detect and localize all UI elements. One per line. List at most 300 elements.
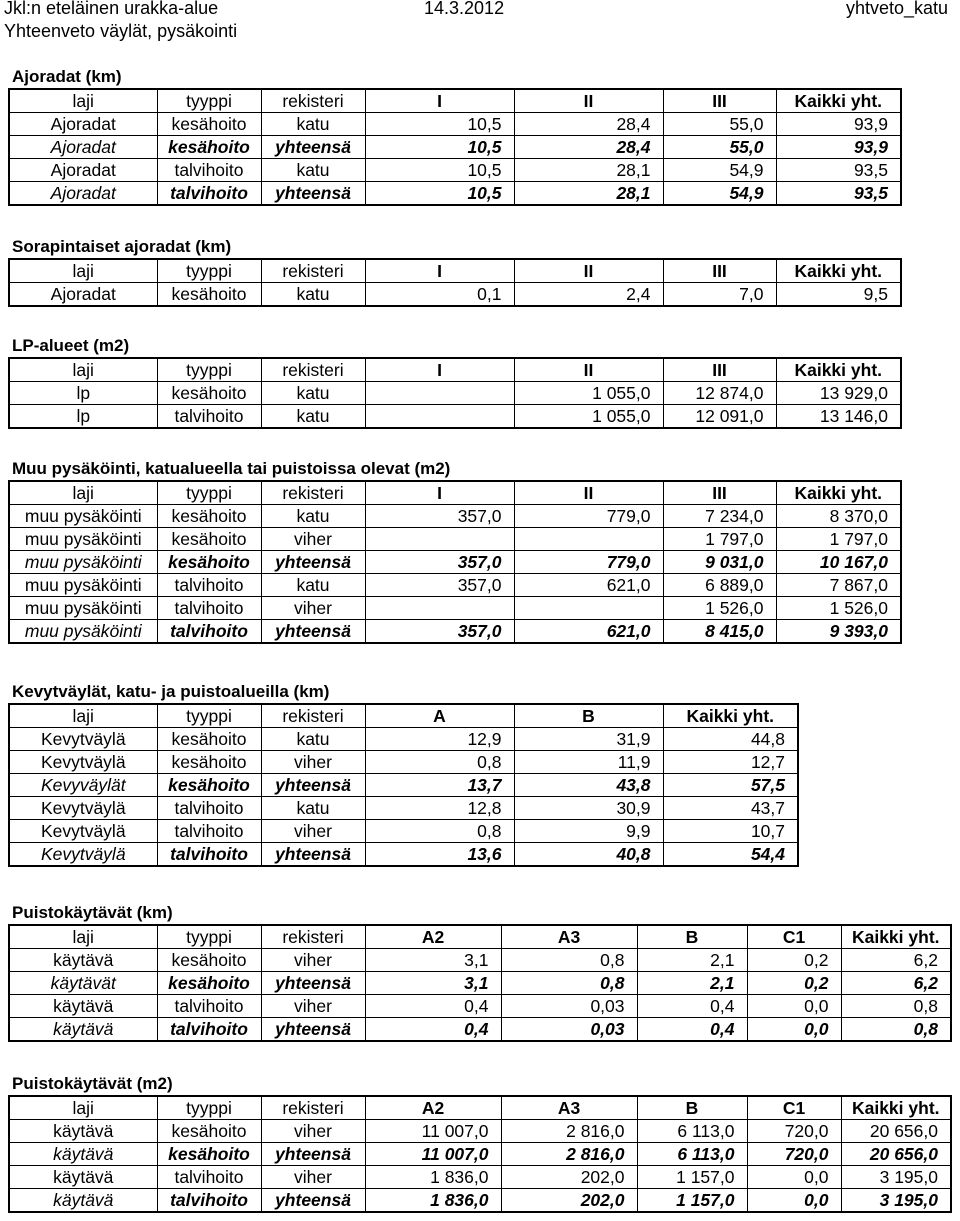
table-cell: kesähoito xyxy=(157,113,261,136)
table-cell: 93,5 xyxy=(776,182,901,206)
table-cell: 779,0 xyxy=(514,551,663,574)
table-row xyxy=(9,995,951,1018)
table-row xyxy=(9,797,798,820)
table-header-row xyxy=(9,481,901,505)
table-cell: 11 007,0 xyxy=(365,1143,501,1166)
table-cell: viher xyxy=(261,751,365,774)
table-row xyxy=(9,728,798,751)
section-4 xyxy=(8,681,799,867)
header-left-subtitle: Yhteenveto väylät, pysäkointi xyxy=(4,21,238,41)
column-header: I xyxy=(365,358,514,382)
table-cell: talvihoito xyxy=(157,405,261,429)
table-header-row xyxy=(9,925,951,949)
table-cell: 720,0 xyxy=(747,1120,841,1143)
column-header: laji xyxy=(72,261,94,281)
column-header: II xyxy=(514,259,663,283)
table-cell: talvihoito xyxy=(157,843,261,867)
header-sheet-name: yhtveto_katu xyxy=(846,0,949,18)
table-cell: 8 370,0 xyxy=(776,505,901,528)
column-header: tyyppi xyxy=(157,259,261,283)
column-header: rekisteri xyxy=(261,89,365,113)
table-cell: 0,4 xyxy=(637,1018,747,1042)
column-header: II xyxy=(514,358,663,382)
table-cell xyxy=(365,405,514,429)
column-header: I xyxy=(365,259,514,283)
table-cell: muu pysäköinti xyxy=(9,574,157,597)
table-cell: talvihoito xyxy=(157,1189,261,1213)
section-6 xyxy=(8,1073,952,1213)
table-cell: Ajoradat xyxy=(9,113,157,136)
table-cell: 28,4 xyxy=(514,136,663,159)
table-cell: katu xyxy=(261,113,365,136)
table-cell: yhteensä xyxy=(261,774,365,797)
table-cell: 9,5 xyxy=(776,283,901,307)
table-total-row xyxy=(9,843,798,867)
table-cell: 93,5 xyxy=(776,159,901,182)
table-cell: 1 836,0 xyxy=(365,1166,501,1189)
table-cell: 31,9 xyxy=(514,728,663,751)
table-total-row xyxy=(9,136,901,159)
table-cell: 1 526,0 xyxy=(663,597,776,620)
section-2 xyxy=(8,335,902,429)
table-cell: 0,03 xyxy=(501,995,637,1018)
data-table xyxy=(8,703,799,867)
table-cell: 357,0 xyxy=(365,574,514,597)
data-table xyxy=(8,924,952,1042)
table-cell: 0,8 xyxy=(501,949,637,972)
table-header-row xyxy=(9,358,901,382)
table-cell: 357,0 xyxy=(365,551,514,574)
table-total-row xyxy=(9,551,901,574)
table-cell: 357,0 xyxy=(365,620,514,644)
table-cell: 10,7 xyxy=(663,820,798,843)
table-cell: 44,8 xyxy=(663,728,798,751)
table-cell: käytävä xyxy=(9,1166,157,1189)
table-cell: yhteensä xyxy=(261,1018,365,1042)
table-row xyxy=(9,1120,951,1143)
table-header-row xyxy=(9,259,901,283)
table-cell: Kevytväylä xyxy=(9,728,157,751)
column-header: laji xyxy=(72,360,94,380)
column-header: B xyxy=(637,1096,747,1120)
table-cell: 28,4 xyxy=(514,113,663,136)
table-cell: katu xyxy=(261,728,365,751)
table-cell: 54,9 xyxy=(663,159,776,182)
table-cell: 10,5 xyxy=(365,136,514,159)
table-row xyxy=(9,1166,951,1189)
section-title: Muu pysäköinti, katualueella tai puistoissa olevat (m2) xyxy=(12,459,451,478)
table-cell: muu pysäköinti xyxy=(9,620,157,644)
table-cell: Kevytväylä xyxy=(9,751,157,774)
table-cell: 57,5 xyxy=(663,774,798,797)
table-cell: käytävä xyxy=(9,1018,157,1042)
table-total-row xyxy=(9,620,901,644)
table-cell: talvihoito xyxy=(157,1166,261,1189)
table-cell: 0,4 xyxy=(637,995,747,1018)
section-title: Puistokäytävät (m2) xyxy=(12,1074,173,1093)
table-cell: 7,0 xyxy=(663,283,776,307)
table-cell: talvihoito xyxy=(157,620,261,644)
header-left-title: Jkl:n eteläinen urakka-alue xyxy=(4,0,219,18)
column-header: rekisteri xyxy=(261,1096,365,1120)
table-cell: 12,9 xyxy=(365,728,514,751)
table-cell: käytävä xyxy=(9,1120,157,1143)
table-cell: Kevytväylä xyxy=(9,820,157,843)
table-cell: 20 656,0 xyxy=(841,1120,951,1143)
column-header: C1 xyxy=(747,925,841,949)
column-header: tyyppi xyxy=(157,704,261,728)
table-cell: 0,03 xyxy=(501,1018,637,1042)
section-1 xyxy=(8,236,902,307)
section-title: Ajoradat (km) xyxy=(12,67,122,86)
table-cell: Ajoradat xyxy=(9,136,157,159)
column-header: Kaikki yht. xyxy=(841,925,951,949)
table-row xyxy=(9,751,798,774)
table-cell: 0,0 xyxy=(747,1018,841,1042)
table-cell: talvihoito xyxy=(157,995,261,1018)
table-cell: yhteensä xyxy=(261,1143,365,1166)
table-row xyxy=(9,597,901,620)
table-cell: 54,4 xyxy=(663,843,798,867)
column-header: A2 xyxy=(365,925,501,949)
column-header: A3 xyxy=(501,925,637,949)
table-cell: 7 867,0 xyxy=(776,574,901,597)
column-header: C1 xyxy=(747,1096,841,1120)
table-cell: 54,9 xyxy=(663,182,776,206)
table-cell: talvihoito xyxy=(157,574,261,597)
table-total-row xyxy=(9,182,901,206)
table-cell: kesähoito xyxy=(157,382,261,405)
table-cell: 28,1 xyxy=(514,159,663,182)
table-cell: käytävä xyxy=(9,1189,157,1213)
table-cell: 0,4 xyxy=(365,1018,501,1042)
section-title: Kevytväylät, katu- ja puistoalueilla (km) xyxy=(12,682,330,701)
table-cell: 8 415,0 xyxy=(663,620,776,644)
table-cell: 621,0 xyxy=(514,574,663,597)
table-cell: 55,0 xyxy=(663,113,776,136)
table-cell: talvihoito xyxy=(157,182,261,206)
data-table xyxy=(8,1095,952,1213)
table-cell: katu xyxy=(261,405,365,429)
column-header: A3 xyxy=(501,1096,637,1120)
section-5 xyxy=(8,902,952,1042)
column-header: tyyppi xyxy=(157,358,261,382)
column-header: tyyppi xyxy=(157,925,261,949)
section-3 xyxy=(8,458,902,644)
table-cell: 0,8 xyxy=(841,995,951,1018)
table-cell: 1 157,0 xyxy=(637,1189,747,1213)
column-header: Kaikki yht. xyxy=(776,358,901,382)
table-cell: 6 889,0 xyxy=(663,574,776,597)
table-cell: 93,9 xyxy=(776,136,901,159)
table-cell: talvihoito xyxy=(157,597,261,620)
data-table xyxy=(8,88,902,206)
table-cell: 0,0 xyxy=(747,995,841,1018)
column-header: laji xyxy=(72,927,94,947)
table-cell: Ajoradat xyxy=(9,159,157,182)
table-cell: 0,8 xyxy=(365,820,514,843)
section-0 xyxy=(8,66,902,206)
table-cell: lp xyxy=(9,382,157,405)
table-cell: 1 526,0 xyxy=(776,597,901,620)
table-cell: 720,0 xyxy=(747,1143,841,1166)
table-header-row xyxy=(9,704,798,728)
table-row xyxy=(9,283,901,307)
table-cell: 6 113,0 xyxy=(637,1120,747,1143)
table-cell: lp xyxy=(9,405,157,429)
column-header: rekisteri xyxy=(261,925,365,949)
table-cell: 43,7 xyxy=(663,797,798,820)
table-cell: yhteensä xyxy=(261,843,365,867)
table-cell: talvihoito xyxy=(157,1018,261,1042)
table-cell: viher xyxy=(261,528,365,551)
table-cell: 13 929,0 xyxy=(776,382,901,405)
table-cell: 30,9 xyxy=(514,797,663,820)
column-header: tyyppi xyxy=(157,1096,261,1120)
table-cell: Kevytväylä xyxy=(9,797,157,820)
table-cell: käytävä xyxy=(9,949,157,972)
column-header: rekisteri xyxy=(261,259,365,283)
data-table xyxy=(8,357,902,429)
table-row xyxy=(9,820,798,843)
table-cell: käytävä xyxy=(9,995,157,1018)
table-cell: kesähoito xyxy=(157,283,261,307)
table-cell: viher xyxy=(261,949,365,972)
table-cell: 1 055,0 xyxy=(514,405,663,429)
table-cell: 0,8 xyxy=(501,972,637,995)
table-row xyxy=(9,949,951,972)
table-header-row xyxy=(9,89,901,113)
table-cell: 13,6 xyxy=(365,843,514,867)
table-header-row xyxy=(9,1096,951,1120)
column-header: rekisteri xyxy=(261,358,365,382)
table-cell xyxy=(365,382,514,405)
table-cell: 0,0 xyxy=(747,1166,841,1189)
table-cell: 3 195,0 xyxy=(841,1166,951,1189)
table-cell: 12 874,0 xyxy=(663,382,776,405)
table-row xyxy=(9,159,901,182)
table-cell: 11,9 xyxy=(514,751,663,774)
table-cell: 13,7 xyxy=(365,774,514,797)
table-cell: kesähoito xyxy=(157,972,261,995)
table-cell: 10,5 xyxy=(365,113,514,136)
column-header: III xyxy=(663,481,776,505)
table-cell: 6,2 xyxy=(841,949,951,972)
column-header: III xyxy=(663,89,776,113)
table-cell: kesähoito xyxy=(157,949,261,972)
column-header: A xyxy=(365,704,514,728)
table-cell: kesähoito xyxy=(157,1120,261,1143)
table-cell: katu xyxy=(261,505,365,528)
table-cell: 10,5 xyxy=(365,159,514,182)
table-cell: 11 007,0 xyxy=(365,1120,501,1143)
table-cell: kesähoito xyxy=(157,774,261,797)
table-row xyxy=(9,574,901,597)
column-header: B xyxy=(514,704,663,728)
column-header: Kaikki yht. xyxy=(776,259,901,283)
table-cell: muu pysäköinti xyxy=(9,597,157,620)
table-cell: 55,0 xyxy=(663,136,776,159)
table-cell: Ajoradat xyxy=(9,283,157,307)
table-cell: 9,9 xyxy=(514,820,663,843)
table-cell: 0,8 xyxy=(365,751,514,774)
table-cell: 0,0 xyxy=(747,1189,841,1213)
column-header: laji xyxy=(72,706,94,726)
table-cell: 202,0 xyxy=(501,1189,637,1213)
column-header: laji xyxy=(72,91,94,111)
table-cell: 7 234,0 xyxy=(663,505,776,528)
table-row xyxy=(9,405,901,429)
table-cell: 3,1 xyxy=(365,949,501,972)
table-cell: kesähoito xyxy=(157,751,261,774)
table-cell: Kevyväylät xyxy=(9,774,157,797)
data-table xyxy=(8,258,902,307)
table-cell xyxy=(365,528,514,551)
section-title: LP-alueet (m2) xyxy=(12,336,130,355)
table-cell: 0,2 xyxy=(747,949,841,972)
column-header: Kaikki yht. xyxy=(841,1096,951,1120)
section-title: Sorapintaiset ajoradat (km) xyxy=(12,237,232,256)
table-cell: 10,5 xyxy=(365,182,514,206)
column-header: II xyxy=(514,89,663,113)
data-table xyxy=(8,480,902,644)
column-header: Kaikki yht. xyxy=(776,89,901,113)
column-header: I xyxy=(365,89,514,113)
table-cell: katu xyxy=(261,574,365,597)
table-cell: viher xyxy=(261,1120,365,1143)
table-cell: kesähoito xyxy=(157,528,261,551)
table-cell: viher xyxy=(261,995,365,1018)
column-header: Kaikki yht. xyxy=(776,481,901,505)
column-header: I xyxy=(365,481,514,505)
table-cell: 2,4 xyxy=(514,283,663,307)
table-cell: yhteensä xyxy=(261,972,365,995)
table-cell: 12 091,0 xyxy=(663,405,776,429)
column-header: rekisteri xyxy=(261,481,365,505)
table-cell: 40,8 xyxy=(514,843,663,867)
column-header: laji xyxy=(72,483,94,503)
table-cell: 3 195,0 xyxy=(841,1189,951,1213)
table-cell: kesähoito xyxy=(157,136,261,159)
table-total-row xyxy=(9,1189,951,1213)
table-cell: 13 146,0 xyxy=(776,405,901,429)
table-cell: 10 167,0 xyxy=(776,551,901,574)
table-cell: kesähoito xyxy=(157,505,261,528)
table-cell: Kevytväylä xyxy=(9,843,157,867)
table-cell: talvihoito xyxy=(157,797,261,820)
table-cell xyxy=(365,597,514,620)
table-cell: katu xyxy=(261,797,365,820)
table-cell: 779,0 xyxy=(514,505,663,528)
table-cell: kesähoito xyxy=(157,551,261,574)
table-cell: 28,1 xyxy=(514,182,663,206)
column-header: A2 xyxy=(365,1096,501,1120)
table-cell: 2 816,0 xyxy=(501,1143,637,1166)
table-cell: 1 157,0 xyxy=(637,1166,747,1189)
table-cell: Ajoradat xyxy=(9,182,157,206)
column-header: tyyppi xyxy=(157,89,261,113)
table-cell: käytävät xyxy=(9,972,157,995)
table-total-row xyxy=(9,1143,951,1166)
table-cell: 1 797,0 xyxy=(776,528,901,551)
column-header: II xyxy=(514,481,663,505)
table-cell: 0,4 xyxy=(365,995,501,1018)
table-row xyxy=(9,382,901,405)
column-header: III xyxy=(663,358,776,382)
table-cell: viher xyxy=(261,820,365,843)
table-cell: 202,0 xyxy=(501,1166,637,1189)
table-cell: 12,7 xyxy=(663,751,798,774)
table-cell: katu xyxy=(261,382,365,405)
table-cell: 1 055,0 xyxy=(514,382,663,405)
table-cell: 1 797,0 xyxy=(663,528,776,551)
table-cell: 12,8 xyxy=(365,797,514,820)
table-cell: katu xyxy=(261,159,365,182)
table-row xyxy=(9,528,901,551)
table-cell: 2 816,0 xyxy=(501,1120,637,1143)
table-cell: talvihoito xyxy=(157,820,261,843)
table-cell: 6,2 xyxy=(841,972,951,995)
column-header: tyyppi xyxy=(157,481,261,505)
table-cell: 6 113,0 xyxy=(637,1143,747,1166)
table-cell: yhteensä xyxy=(261,182,365,206)
table-row xyxy=(9,505,901,528)
table-cell: talvihoito xyxy=(157,159,261,182)
column-header: laji xyxy=(72,1098,94,1118)
table-cell: 1 836,0 xyxy=(365,1189,501,1213)
table-cell: 0,8 xyxy=(841,1018,951,1042)
table-cell: muu pysäköinti xyxy=(9,505,157,528)
table-cell: viher xyxy=(261,1166,365,1189)
table-cell: 9 031,0 xyxy=(663,551,776,574)
table-cell: yhteensä xyxy=(261,1189,365,1213)
table-cell: muu pysäköinti xyxy=(9,551,157,574)
table-cell: 43,8 xyxy=(514,774,663,797)
table-cell: kesähoito xyxy=(157,1143,261,1166)
table-cell xyxy=(514,528,663,551)
table-cell: kesähoito xyxy=(157,728,261,751)
table-cell: yhteensä xyxy=(261,136,365,159)
table-cell: katu xyxy=(261,283,365,307)
table-cell: 2,1 xyxy=(637,972,747,995)
table-cell: 93,9 xyxy=(776,113,901,136)
table-cell: 0,2 xyxy=(747,972,841,995)
column-header: rekisteri xyxy=(261,704,365,728)
table-cell: muu pysäköinti xyxy=(9,528,157,551)
column-header: Kaikki yht. xyxy=(663,704,798,728)
table-cell: viher xyxy=(261,597,365,620)
table-cell: 0,1 xyxy=(365,283,514,307)
table-cell: yhteensä xyxy=(261,551,365,574)
column-header: III xyxy=(663,259,776,283)
table-cell: 3,1 xyxy=(365,972,501,995)
table-cell: käytävä xyxy=(9,1143,157,1166)
table-cell: 9 393,0 xyxy=(776,620,901,644)
table-cell: 20 656,0 xyxy=(841,1143,951,1166)
table-row xyxy=(9,113,901,136)
table-total-row xyxy=(9,774,798,797)
table-cell: 621,0 xyxy=(514,620,663,644)
table-cell xyxy=(514,597,663,620)
column-header: B xyxy=(637,925,747,949)
header-date: 14.3.2012 xyxy=(424,0,505,18)
table-total-row xyxy=(9,1018,951,1042)
section-title: Puistokäytävät (km) xyxy=(12,903,173,922)
table-total-row xyxy=(9,972,951,995)
table-cell: 357,0 xyxy=(365,505,514,528)
table-cell: 2,1 xyxy=(637,949,747,972)
table-cell: yhteensä xyxy=(261,620,365,644)
